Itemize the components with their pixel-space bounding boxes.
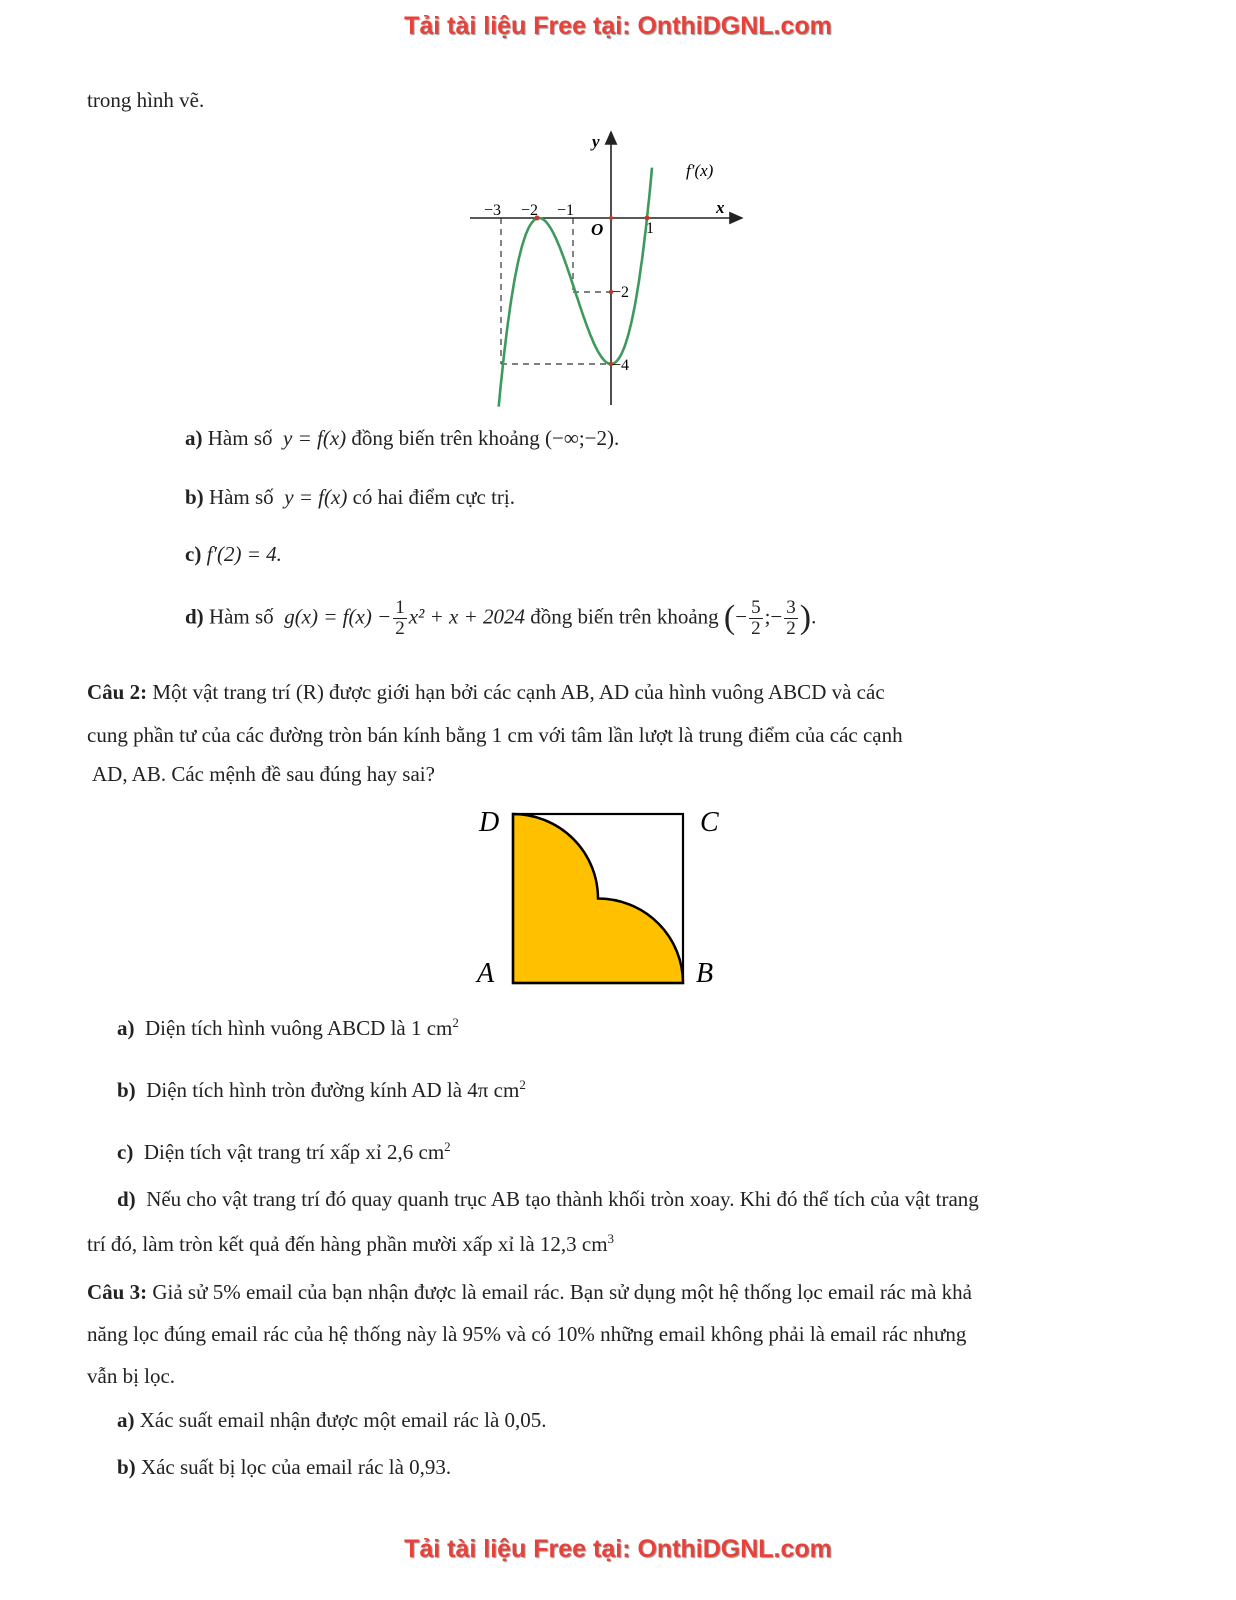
decoration-shape (513, 814, 683, 983)
y-axis-label: y (592, 132, 600, 151)
q2-statement-d-line2: trí đó, làm tròn kết quả đến hàng phần mười xấp xỉ là 12,3 $cm^3$ (87, 1231, 615, 1256)
vertex-d: D (479, 807, 500, 838)
tick-label-y-neg4: −4 (612, 357, 630, 374)
intro-tail: trong hình vẽ. (87, 88, 205, 112)
origin-label: O (591, 220, 604, 239)
vertex-b: B (696, 958, 714, 989)
tick-label-1: 1 (646, 220, 654, 237)
q2-statement-a: a) Diện tích hình vuông ABCD là 1 $cm^2$ (117, 1015, 459, 1040)
tick-label-y-neg2: −2 (612, 284, 630, 301)
q2-line1: Câu 2: Một vật trang trí (R) được giới hạn bởi các cạnh AB, AD của hình vuông ABCD và các (87, 680, 885, 704)
x-axis-label: x (716, 198, 725, 217)
footer-banner[interactable]: Tải tài liệu Free tại: OnthiDGNL.com (404, 1535, 832, 1563)
header-banner[interactable]: Tải tài liệu Free tại: OnthiDGNL.com (404, 12, 832, 40)
tick-label-neg1: −1 (557, 202, 575, 219)
q1-statement-b: b) Hàm số y = f(x) có hai điểm cực trị. (185, 485, 515, 509)
q1-statement-c: c) f′(2) = 4. (185, 542, 282, 566)
q2-statement-b: b) Diện tích hình tròn đường kính AD là 4π $cm^2$ (117, 1077, 526, 1102)
curve-label: f′(x) (686, 161, 714, 180)
q2-line3: AD, AB. Các mệnh đề sau đúng hay sai? (92, 762, 435, 786)
tick-label-neg2: −2 (521, 202, 539, 219)
q3-line1: Câu 3: Giả sử 5% email của bạn nhận được là email rác. Bạn sử dụng một hệ thống lọc email rác mà khả (87, 1280, 972, 1304)
vertex-c: C (700, 807, 719, 838)
q1-statement-d: d) Hàm số g(x) = f(x) − $\frac{1}{2}$ x² + x + 2024 đồng biến trên khoảng (− $\frac{5}{2}$ ;− $\frac{3}{2}$ ). (185, 597, 817, 639)
q3-statement-a: a) Xác suất email nhận được một email rác là 0,05. (117, 1408, 547, 1432)
q2-statement-c: c) Diện tích vật trang trí xấp xỉ 2,6 $cm^2$ (117, 1139, 451, 1164)
derivative-graph (460, 120, 760, 415)
square-figure (470, 800, 730, 995)
q3-line2: năng lọc đúng email rác của hệ thống này là 95% và có 10% những email không phải là email rác nhưng (87, 1322, 967, 1346)
tick-label-neg3: −3 (484, 202, 502, 219)
vertex-a: A (477, 958, 495, 989)
q1-statement-a: a) Hàm số y = f(x) đồng biến trên khoảng (−∞;−2). (185, 426, 620, 450)
q3-line3: vẫn bị lọc. (87, 1364, 176, 1388)
q3-statement-b: b) Xác suất bị lọc của email rác là 0,93. (117, 1455, 452, 1479)
q2-line2: cung phần tư của các đường tròn bán kính bằng 1 cm với tâm lần lượt là trung điểm của các cạnh (87, 723, 903, 747)
q2-statement-d-line1: d) Nếu cho vật trang trí đó quay quanh trục AB tạo thành khối tròn xoay. Khi đó thể tích của vật trang (117, 1187, 979, 1211)
